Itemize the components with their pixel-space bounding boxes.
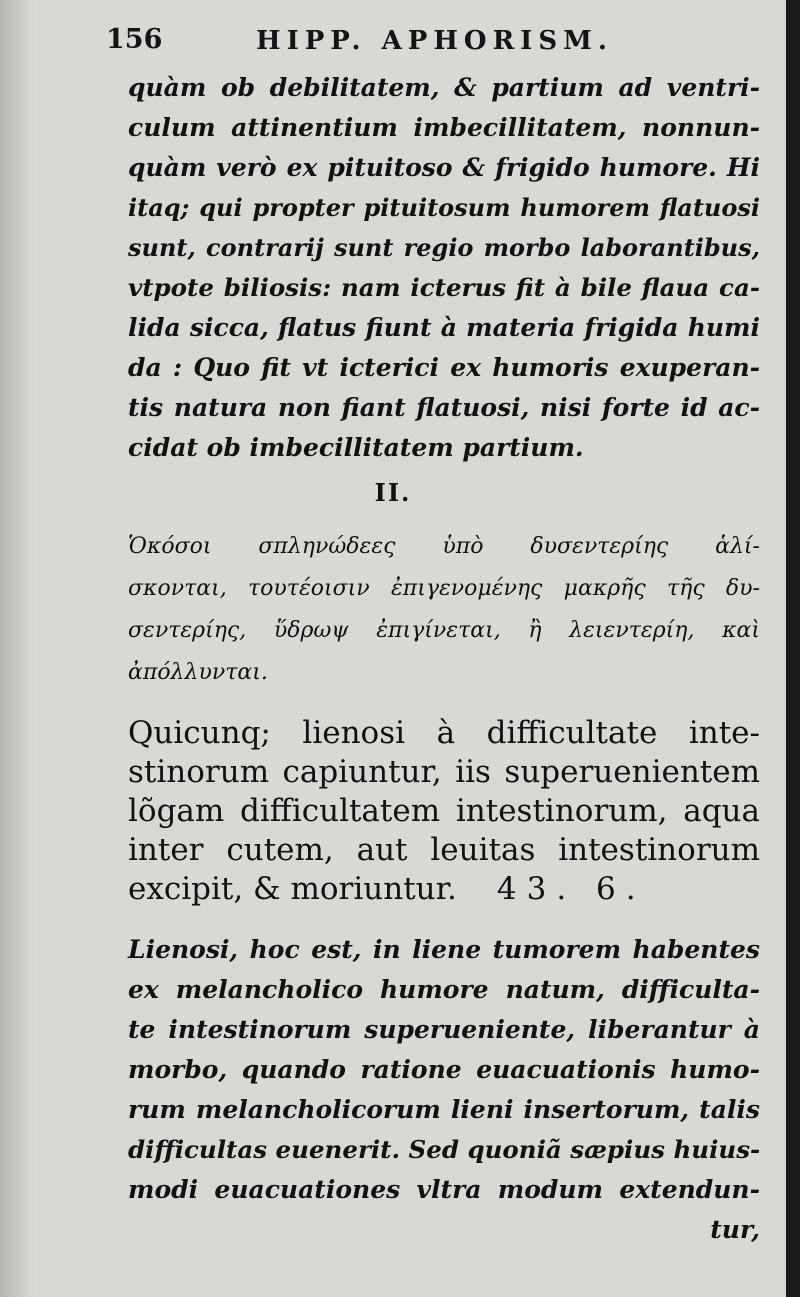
commentary-paragraph-1 — [128, 68, 760, 468]
aphorism-reference: 43. 6. — [496, 871, 646, 907]
greek-line: Ὁκόσοι σπληνώδεες ὑπὸ δυσεντερίης ἁλί- — [128, 534, 760, 559]
commentary-line: quàm ob debilitatem, & partium ad ventri- — [128, 73, 760, 102]
running-title: HIPP. APHORISM. — [256, 26, 613, 56]
latin-aphorism — [128, 714, 760, 909]
commentary-line: modi euacuationes vltra modum extendun- — [128, 1175, 760, 1204]
commentary-line: ex melancholico humore natum, difficulta- — [128, 975, 760, 1004]
greek-aphorism — [128, 526, 760, 694]
commentary-line: tis natura non fiant flatuosi, nisi forte id ac- — [128, 393, 760, 422]
aphorism-line: stinorum capiuntur, iis superuenientem — [128, 754, 760, 790]
section-number: II. — [374, 478, 412, 507]
aphorism-last-text: excipit, & moriuntur. — [128, 871, 457, 907]
commentary-paragraph-2 — [128, 930, 760, 1250]
commentary-line: rum melancholicorum lieni insertorum, talis — [128, 1095, 760, 1124]
aphorism-line: inter cutem, aut leuitas intestinorum — [128, 832, 760, 868]
commentary-line: Lienosi, hoc est, in liene tumorem habentes — [128, 935, 760, 964]
commentary-line: lida sicca, flatus fiunt à materia frigida humi — [128, 313, 760, 342]
greek-line: ἀπόλλυνται. — [128, 660, 268, 685]
commentary-line: culum attinentium imbecillitatem, nonnun- — [128, 113, 760, 142]
page-number: 156 — [106, 24, 163, 55]
aphorism-line — [128, 870, 760, 909]
commentary-line: quàm verò ex pituitoso & frigido humore. Hi — [128, 153, 760, 182]
commentary-line: itaq; qui propter pituitosum humorem flatuosi — [128, 193, 760, 222]
commentary-line: cidat ob imbecillitatem partium. — [128, 433, 584, 462]
commentary-line: vtpote biliosis: nam icterus fit à bile flaua ca- — [128, 273, 760, 302]
commentary-line: morbo, quando ratione euacuationis humo- — [128, 1055, 760, 1084]
commentary-line: difficultas euenerit. Sed quoniã sæpius huius- — [128, 1135, 761, 1164]
aphorism-line: lõgam difficultatem intestinorum, aqua — [128, 793, 760, 829]
catchword: tur, — [710, 1215, 760, 1244]
greek-line: σεντερίης, ὕδρωψ ἐπιγίνεται, ἢ λειεντερίη, καὶ — [128, 618, 760, 643]
commentary-line: sunt, contrarij sunt regio morbo laborantibus, — [128, 233, 760, 262]
gutter-shadow — [0, 0, 34, 1297]
commentary-line: da : Quo fit vt icterici ex humoris exuperan- — [128, 353, 760, 382]
aphorism-line: Quicunq; lienosi à difficultate inte- — [128, 715, 760, 751]
commentary-line: te intestinorum superueniente, liberantur à — [128, 1015, 760, 1044]
greek-line: σκονται, τουτέοισιν ἐπιγενομένης μακρῆς τῆς δυ- — [128, 576, 760, 601]
running-head — [100, 24, 740, 60]
